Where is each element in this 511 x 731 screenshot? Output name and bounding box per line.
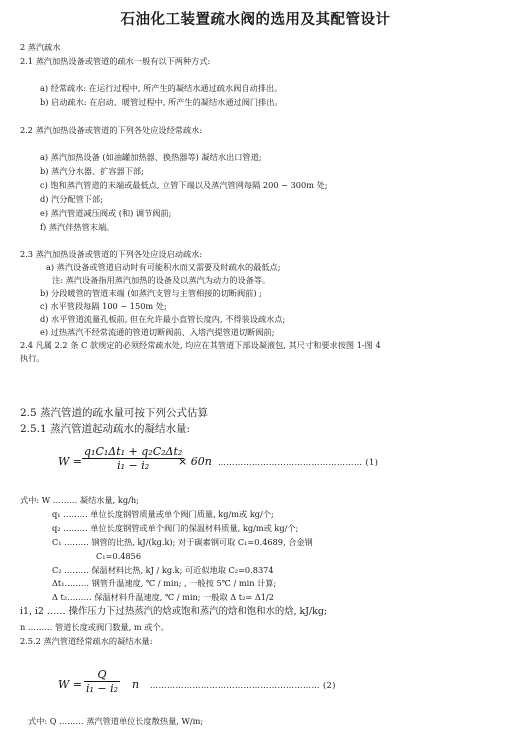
clause-2-2-b: b) 蒸汽分水器、扩容器下部; [40, 166, 144, 176]
clause-2-3-a: a) 蒸汽设备或管道启动时有可能积水而又需要及时疏水的最低点; [46, 262, 281, 272]
var-C1-alloy: C₁=0.4856 [96, 551, 142, 561]
formula-1-denominator: i₁ − i₂ [117, 459, 150, 472]
clause-2-5-2: 2.5.2 蒸汽管道经常疏水的凝结水量: [20, 636, 153, 646]
var-Q: 式中: Q ……… 蒸汽管道单位长度散热量, W/m; [28, 716, 204, 726]
formula-2-fraction [84, 668, 120, 695]
var-q2: q₂ ……… 单位长度钢管或单个阀门的保温材料质量, kg/m或 kg/个; [52, 523, 299, 533]
section-2-5-heading: 2.5 蒸汽管道的疏水量可按下列公式估算 [20, 407, 209, 419]
var-W: 式中: W ……… 凝结水量, kg/h; [20, 495, 139, 505]
formula-1-lhs: W = [58, 455, 83, 468]
clause-2-1: 2.1 蒸汽加热设备或管道的疏水一般有以下两种方式: [20, 56, 211, 66]
formula-1-number: …………………………………………… (1) [218, 458, 379, 467]
clause-2-3-c: c) 水平管段每隔 100 ~ 150m 处; [40, 301, 167, 311]
clause-2-2-d: d) 汽分配管下部; [40, 194, 103, 204]
clause-2-2-f: f) 蒸汽伴热管末端。 [40, 222, 115, 232]
var-n: n ……… 管道长度或阀门数量, m 或个。 [20, 622, 169, 632]
section-2-heading: 2 蒸汽疏水 [20, 42, 61, 52]
var-C2: C₂ ……… 保温材料比热, kJ / kg.k; 可近似地取 C₂=0.8374 [52, 565, 274, 575]
var-q1: q₁ ……… 单位长度钢管质量或单个阀门质量, kg/m或 kg/个; [52, 509, 274, 519]
var-i1-i2: i1, i2 …… 操作压力下过热蒸汽的焓或饱和蒸汽的焓和饱和水的焓, kJ/kg; [20, 606, 327, 617]
formula-2-number: …………………………………………………… (2) [150, 681, 336, 690]
clause-2-4-line1: 2.4 凡属 2.2 条 C 款规定的必须经常疏水处, 均应在其管道下部设凝液包, 其尺寸和要求按图 1-图 4 [20, 340, 381, 350]
formula-1 [58, 443, 478, 483]
formula-1-factor: × 60n [178, 455, 212, 468]
clause-2-4-line2: 执行。 [20, 353, 45, 363]
formula-2-factor: n [132, 678, 140, 691]
formula-2-lhs: W = [58, 678, 83, 691]
clause-2-1-a: a) 经常疏水: 在运行过程中, 所产生的凝结水通过疏水阀自动排出。 [40, 83, 283, 93]
var-dt1: Δt₁……… 钢管升温速度, ℃ / min; , 一般按 5℃ / min 计算; [52, 578, 277, 588]
clause-2-2: 2.2 蒸汽加热设备或管道的下列各处应设经常疏水: [20, 125, 203, 135]
var-dt2: Δ t₂……… 保温材料升温速度, ℃ / min; 一般取 Δ t₂= Δ1/2 [52, 592, 274, 602]
clause-2-3-e: e) 过热蒸汽不经常流通的管道切断阀前、入塔汽提管道切断阀前; [40, 327, 275, 337]
clause-2-3-b: b) 分段暖管的管道末端 (如蒸汽支管与主管相接的切断阀前) ; [40, 288, 262, 298]
formula-1-fraction [82, 445, 184, 472]
clause-2-2-a: a) 蒸汽加热设备 (如油罐加热器、换热器等) 凝结水出口管道; [40, 152, 262, 162]
clause-2-1-b: b) 启动疏水: 在启动、暖管过程中, 所产生的凝结水通过阀门排出。 [40, 97, 283, 107]
clause-2-3: 2.3 蒸汽加热设备或管道的下列各处应设启动疏水: [20, 249, 203, 259]
clause-2-2-e: e) 蒸汽管道减压阀或 (和) 调节阀前; [40, 208, 172, 218]
clause-2-3-d: d) 水平管道流量孔板前, 但在允许最小直管长度内, 不得装设疏水点; [40, 314, 286, 324]
formula-2-denominator: i₁ − i₂ [86, 682, 119, 695]
formula-2 [58, 666, 478, 706]
formula-2-numerator: Q [84, 668, 120, 682]
clause-2-2-c: c) 饱和蒸汽管道的末端或最低点, 立管下端以及蒸汽管网每隔 200 ~ 300m 处; [40, 180, 328, 190]
var-C1: C₁ ……… 钢管的比热, kJ/(kg.k); 对于碳素钢可取 C₁=0.4689, 合金钢 [52, 537, 313, 547]
clause-2-5-1: 2.5.1 蒸汽管道起动疏水的凝结水量: [20, 423, 191, 435]
page-title: 石油化工装置疏水阀的选用及其配管设计 [120, 11, 391, 28]
clause-2-3-note: 注: 蒸汽设备指用蒸汽加热的设备及以蒸汽为动力的设备等。 [52, 275, 271, 285]
formula-1-numerator: q₁C₁Δt₁ + q₂C₂Δt₂ [84, 445, 183, 458]
